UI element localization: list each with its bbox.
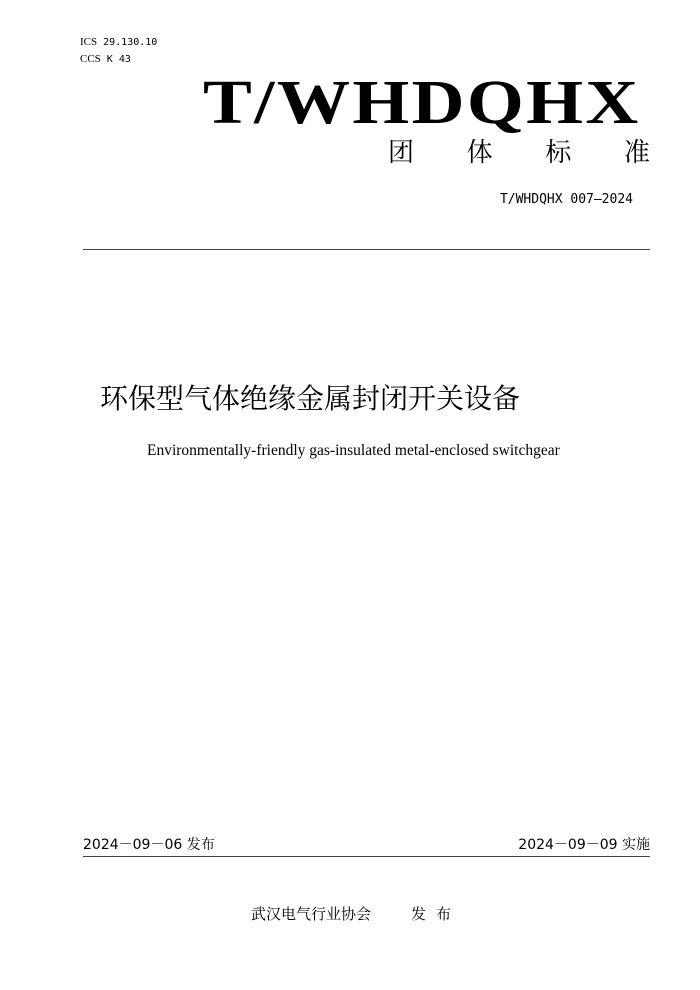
title-chinese: 环保型气体绝缘金属封闭开关设备 bbox=[100, 382, 521, 415]
standard-type bbox=[388, 138, 650, 168]
standard-number: T/WHDQHX 007—2024 bbox=[499, 192, 633, 207]
publish-action: 发布 bbox=[411, 905, 462, 923]
ccs-label: CCS bbox=[80, 53, 101, 65]
issue-date: 2024－09－06 发布 bbox=[83, 837, 215, 853]
organization-code-logo: T/WHDQHX bbox=[203, 69, 641, 137]
ics-classification bbox=[80, 35, 157, 50]
top-divider bbox=[83, 249, 650, 250]
ics-label: ICS bbox=[80, 36, 98, 48]
ccs-code: K 43 bbox=[106, 54, 131, 65]
ics-code: 29.130.10 bbox=[103, 37, 158, 48]
ccs-classification bbox=[80, 52, 131, 67]
standard-type-char: 体 bbox=[466, 138, 493, 168]
title-english: Environmentally-friendly gas-insulated metal-enclosed switchgear bbox=[147, 442, 560, 459]
standard-type-char: 团 bbox=[388, 138, 415, 168]
standard-type-char: 标 bbox=[545, 138, 572, 168]
standard-type-char: 准 bbox=[623, 138, 650, 168]
implementation-date: 2024－09－09 实施 bbox=[518, 837, 650, 853]
bottom-divider bbox=[83, 856, 650, 857]
publisher-name: 武汉电气行业协会 bbox=[251, 905, 372, 923]
publisher-line bbox=[251, 905, 461, 923]
